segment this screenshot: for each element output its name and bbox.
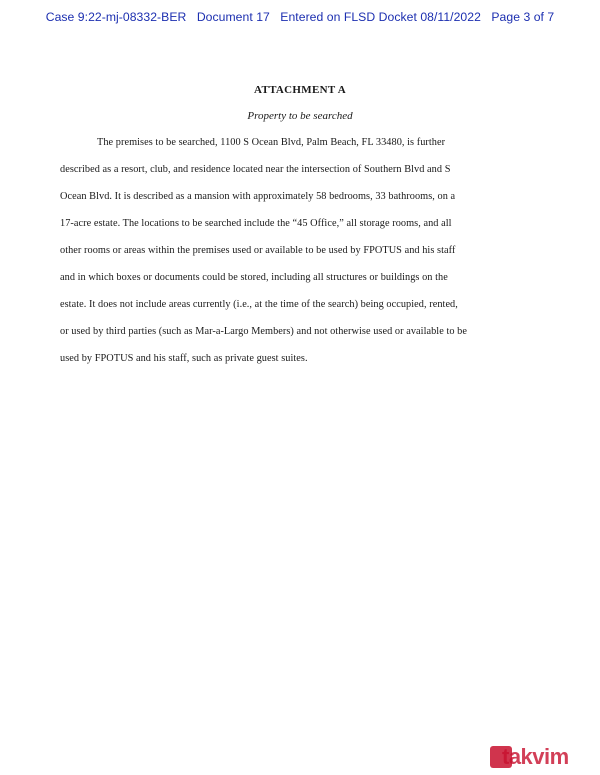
body-line: estate. It does not include areas currently (i.e., at the time of the search) being occupied, rented, — [60, 299, 458, 310]
body-line: described as a resort, club, and residence located near the intersection of Southern Blvd and S — [60, 164, 451, 175]
body-line: The premises to be searched, 1100 S Ocean Blvd, Palm Beach, FL 33480, is further — [97, 137, 446, 148]
body-line: or used by third parties (such as Mar-a-Largo Members) and not otherwise used or available to be — [60, 326, 468, 337]
body-line: 17-acre estate. The locations to be searched include the “45 Office,” all storage rooms, and all — [60, 218, 452, 229]
takvim-watermark — [490, 744, 590, 770]
body-line: used by FPOTUS and his staff, such as private guest suites. — [60, 353, 308, 364]
docket-entry: Entered on FLSD Docket 08/11/2022 — [280, 10, 481, 24]
page-indicator: Page 3 of 7 — [491, 10, 555, 24]
body-line: and in which boxes or documents could be stored, including all structures or buildings on the — [60, 272, 448, 283]
watermark-text: takvim — [502, 744, 569, 769]
document-number: Document 17 — [196, 10, 270, 24]
body-line: other rooms or areas within the premises used or available to be used by FPOTUS and his staff — [60, 245, 456, 256]
document-subtitle: Property to be searched — [247, 110, 353, 122]
case-number: Case 9:22-mj-08332-BER — [45, 10, 187, 24]
document-title: ATTACHMENT A — [254, 84, 346, 96]
case-header — [0, 10, 600, 24]
body-line: Ocean Blvd. It is described as a mansion with approximately 58 bedrooms, 33 bathrooms, on a — [60, 191, 456, 202]
